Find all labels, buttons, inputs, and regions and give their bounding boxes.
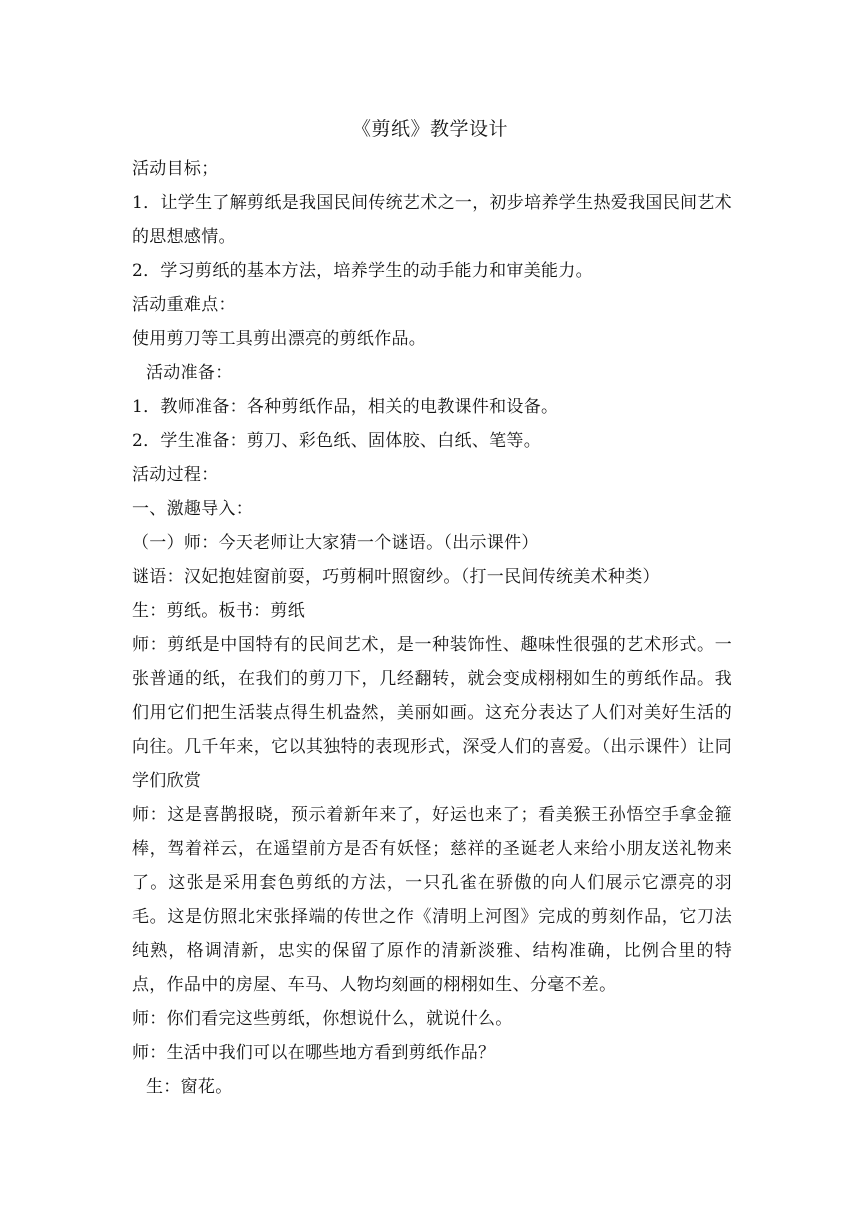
paragraph-process-heading: 活动过程： [132, 465, 219, 485]
paragraph-teacher-question-2: 师：生活中我们可以在哪些地方看到剪纸作品？ [132, 1043, 496, 1063]
paragraph-teacher-preparation: 1．教师准备：各种剪纸作品，相关的电教课件和设备。 [132, 397, 559, 417]
paragraph-section-1-heading: 一、激趣导入： [132, 499, 254, 519]
paragraph-student-answer: 生：剪纸。板书：剪纸 [132, 601, 305, 621]
paragraph-preparation-heading: 活动准备： [146, 363, 233, 383]
paragraph-key-points-heading: 活动重难点： [132, 295, 236, 315]
paragraph-objective-2: 2．学习剪纸的基本方法，培养学生的动手能力和审美能力。 [132, 261, 593, 281]
paragraph-objective-1: 1．让学生了解剪纸是我国民间传统艺术之一，初步培养学生热爱我国民间艺术的思想感情。 [132, 193, 732, 247]
paragraph-riddle: 谜语：汉妃抱娃窗前耍，巧剪桐叶照窗纱。（打一民间传统美术种类） [132, 567, 660, 587]
paragraph-student-preparation: 2．学生准备：剪刀、彩色纸、固体胶、白纸、笔等。 [132, 431, 542, 451]
paragraph-key-points: 使用剪刀等工具剪出漂亮的剪纸作品。 [132, 329, 427, 349]
paragraph-student-window-flower: 生：窗花。 [146, 1077, 233, 1097]
paragraph-teacher-intro: 师：剪纸是中国特有的民间艺术，是一种装饰性、趣味性很强的艺术形式。一张普通的纸，在我们的剪刀下，几经翻转，就会变成栩栩如生的剪纸作品。我们用它们把生活装点得生机盎然，美丽如画。这充分表达了人们对美好生活的向往。几千年来，它以其独特的表现形式，深受人们的喜爱。（出示课件）让同学们欣赏 [132, 635, 732, 791]
document-title: 《剪纸》教学设计 [351, 118, 508, 140]
paragraph-objectives-heading: 活动目标； [132, 159, 219, 179]
document-body [132, 152, 732, 1104]
paragraph-riddle-intro: （一）师：今天老师让大家猜一个谜语。（出示课件） [132, 533, 539, 553]
paragraph-teacher-question-1: 师：你们看完这些剪纸，你想说什么，就说什么。 [132, 1009, 513, 1029]
paragraph-teacher-examples: 师：这是喜鹊报晓，预示着新年来了，好运也来了；看美猴王孙悟空手拿金箍棒，驾着祥云，在遥望前方是否有妖怪；慈祥的圣诞老人来给小朋友送礼物来了。这张是采用套色剪纸的方法，一只孔雀在骄傲的向人们展示它漂亮的羽毛。这是仿照北宋张择端的传世之作《清明上河图》完成的剪刻作品，它刀法纯熟，格调清新，忠实的保留了原作的清新淡雅、结构准确，比例合里的特点，作品中的房屋、车马、人物均刻画的栩栩如生、分毫不差。 [132, 805, 732, 995]
